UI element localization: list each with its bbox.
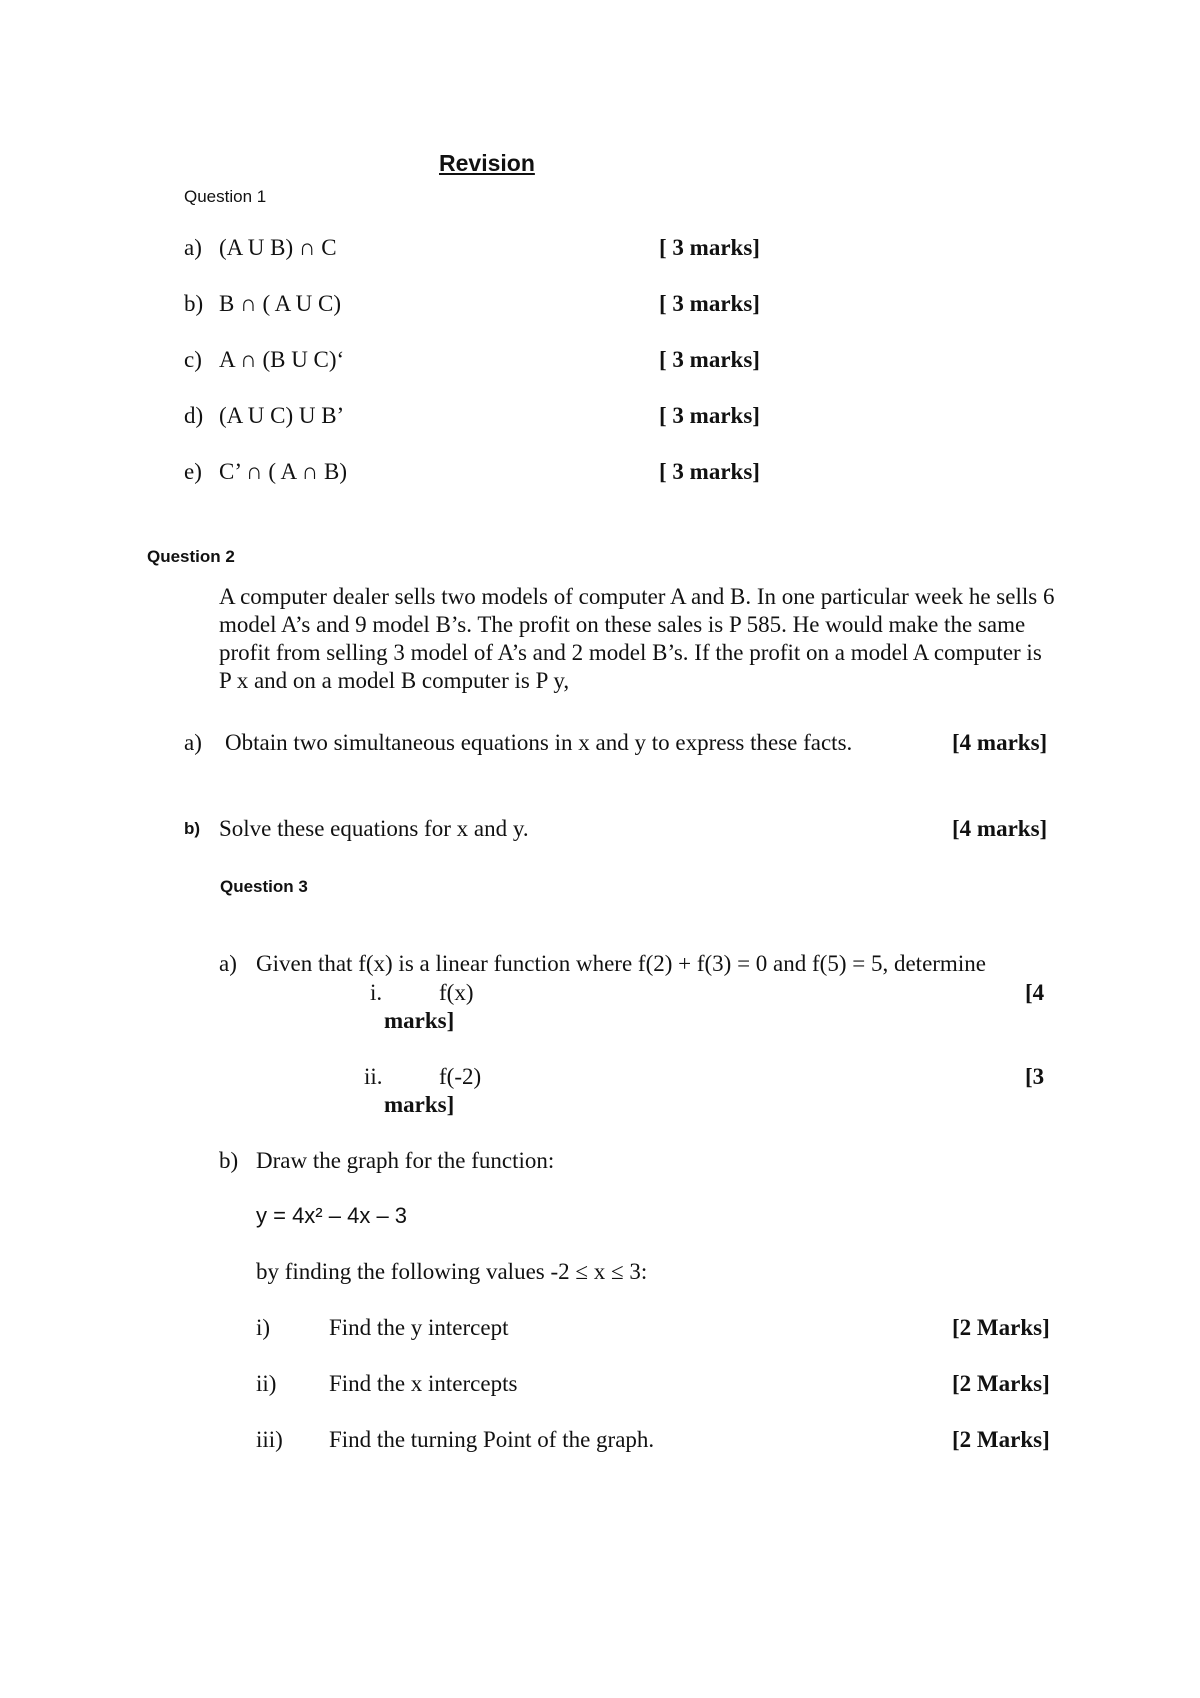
q2b-marks: [4 marks] (952, 816, 1048, 841)
q3a-sub-expression: f(-2) (439, 1064, 482, 1089)
q1-item-label: d) (184, 403, 204, 428)
page-title: Revision (439, 150, 535, 176)
q3b-item-text: Find the turning Point of the graph. (329, 1427, 655, 1452)
question-1-heading: Question 1 (184, 187, 267, 206)
question-2-heading: Question 2 (147, 547, 235, 566)
q3b-item-label: iii) (256, 1427, 283, 1452)
q3a-sub-label: i. (370, 980, 383, 1005)
question-2-intro: A computer dealer sells two models of computer A and B. In one particular week he sells 6 model A’s and 9 model B’s. The profit on these sales is P 585. He would make the same profit from selling 3 model of A’s and 2 model B’s. If the profit on a model A computer is P x and on a model B computer is P y, (219, 584, 1055, 693)
q3a-text: Given that f(x) is a linear function where f(2) + f(3) = 0 and f(5) = 5, determine (256, 951, 986, 976)
q1-item-expression: (A U C) U B’ (219, 403, 345, 428)
q1-item-marks: [ 3 marks] (659, 459, 760, 484)
q3a-sub-expression: f(x) (439, 980, 474, 1005)
q3b-item-label: ii) (256, 1371, 277, 1396)
q3b-item-text: Find the x intercepts (329, 1371, 518, 1396)
q1-item-expression: C’ ∩ ( A ∩ B) (219, 459, 347, 484)
q1-item-marks: [ 3 marks] (659, 291, 760, 316)
q3b-item-label: i) (256, 1315, 271, 1340)
q3b-item-marks: [2 Marks] (952, 1315, 1050, 1340)
q1-item-expression: A ∩ (B U C)‘ (219, 347, 345, 372)
q3a-sub-marks-cont: marks] (384, 1092, 455, 1117)
q1-item-expression: (A U B) ∩ C (219, 235, 337, 260)
q3a-sub-label: ii. (364, 1064, 383, 1089)
q1-item-label: e) (184, 459, 202, 484)
q2b-text: Solve these equations for x and y. (219, 816, 529, 841)
q2a-text: Obtain two simultaneous equations in x and y to express these facts. (225, 730, 853, 755)
q1-item-label: c) (184, 347, 202, 372)
q1-item-expression: B ∩ ( A U C) (219, 291, 342, 316)
q2b-label: b) (184, 819, 201, 838)
q1-item-marks: [ 3 marks] (659, 347, 760, 372)
q2a-marks: [4 marks] (952, 730, 1048, 755)
q3b-range-text: by finding the following values -2 ≤ x ≤ 3: (256, 1259, 648, 1284)
q3b-item-marks: [2 Marks] (952, 1371, 1050, 1396)
q3a-label: a) (219, 951, 237, 976)
q2a-label: a) (184, 730, 202, 755)
q3a-sub-marks-cont: marks] (384, 1008, 455, 1033)
q3b-label: b) (219, 1148, 239, 1173)
q3b-item-text: Find the y intercept (329, 1315, 509, 1340)
q3b-text: Draw the graph for the function: (256, 1148, 555, 1173)
q3b-item-marks: [2 Marks] (952, 1427, 1050, 1452)
q1-item-label: a) (184, 235, 202, 260)
q3b-equation: y = 4x² – 4x – 3 (256, 1203, 408, 1228)
q3a-sub-marks: [3 (1025, 1064, 1045, 1089)
q1-item-marks: [ 3 marks] (659, 235, 760, 260)
question-3-heading: Question 3 (220, 877, 308, 896)
q1-item-label: b) (184, 291, 204, 316)
q3a-sub-marks: [4 (1025, 980, 1045, 1005)
q1-item-marks: [ 3 marks] (659, 403, 760, 428)
